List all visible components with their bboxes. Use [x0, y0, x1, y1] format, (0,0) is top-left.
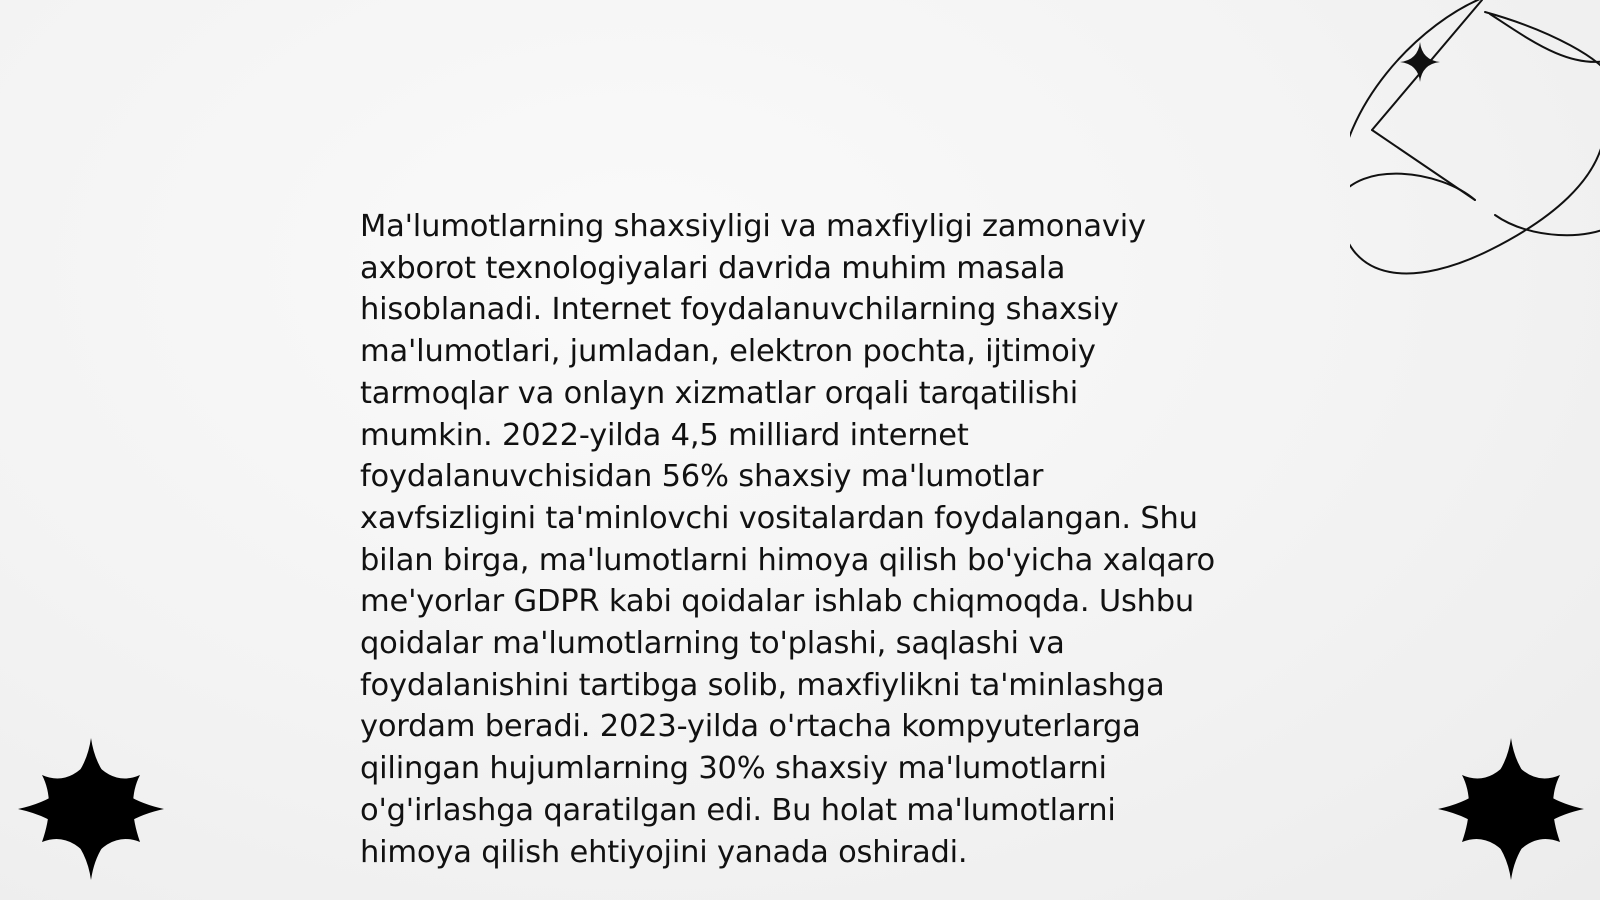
orbit-line-sparkle-icon [1350, 0, 1600, 290]
four-point-star-icon [18, 738, 164, 880]
four-point-star-icon [1438, 738, 1584, 880]
body-paragraph: Ma'lumotlarning shaxsiyligi va maxfiyligi zamonaviy axborot texnologiyalari davrida muhim masala hisoblanadi. Internet foydalanuvchilarning shaxsiy ma'lumotlari, jumladan, elektron pochta, ijtimoiy tarmoqlar va onlayn xizmatlar orqali tarqatilishi mumkin. 2022-yilda 4,5 milliard internet foydalanuvchisidan 56% shaxsiy ma'lumotlar xavfsizligini ta'minlovchi vositalardan foydalangan. Shu bilan birga, ma'lumotlarni himoya qilish bo'yicha xalqaro me'yorlar GDPR kabi qoidalar ishlab chiqmoqda. Ushbu qoidalar ma'lumotlarning to'plashi, saqlashi va foydalanishini tartibga solib, maxfiylikni ta'minlashga yordam beradi. 2023-yilda o'rtacha kompyuterlarga qilingan hujumlarning 30% shaxsiy ma'lumotlarni o'g'irlashga qaratilgan edi. Bu holat ma'lumotlarni himoya qilish ehtiyojini yanada oshiradi. [360, 209, 1216, 870]
